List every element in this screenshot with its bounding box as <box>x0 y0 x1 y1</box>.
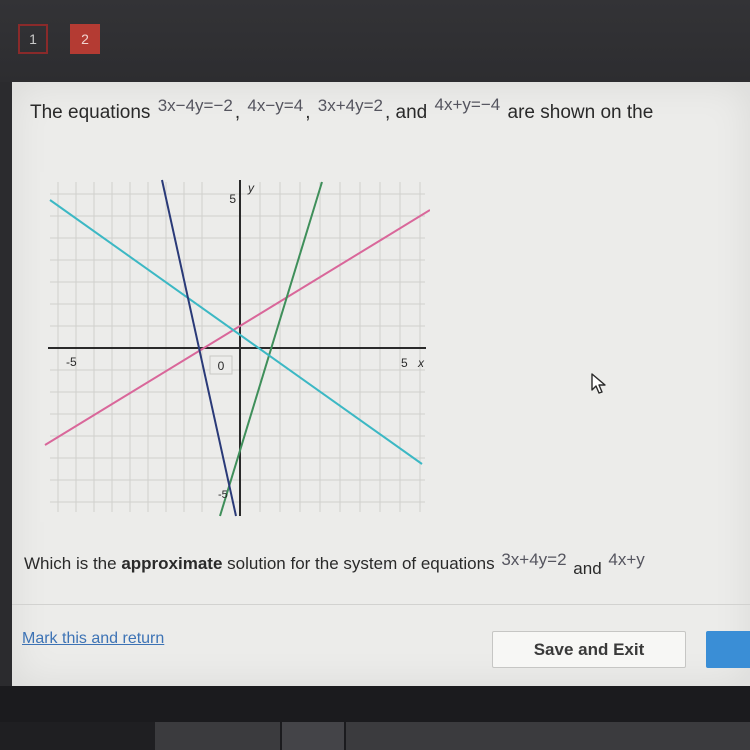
q2-middle: solution for the system of equations <box>227 554 495 573</box>
equation-4: 4x+y=−4 <box>434 95 501 114</box>
tick-x-left: -5 <box>66 355 77 369</box>
mouse-cursor-icon <box>590 373 608 395</box>
separator-1: , <box>234 102 241 123</box>
separator-2: , <box>305 102 311 123</box>
solution-question-text <box>24 550 750 578</box>
and-word: and <box>395 102 428 123</box>
q2-equation-1: 3x+4y=2 <box>501 550 567 569</box>
question-text <box>30 95 750 124</box>
bottom-bar <box>0 686 750 750</box>
equation-3: 3x+4y=2 <box>317 96 383 115</box>
bottom-strip-left <box>0 722 155 750</box>
q2-and-word: and <box>573 559 602 578</box>
tick-y-top: 5 <box>229 192 236 206</box>
q2-bold-word: approximate <box>121 554 223 573</box>
equation-1: 3x−4y=−2 <box>157 96 233 115</box>
next-button[interactable] <box>706 631 750 668</box>
origin-label: 0 <box>217 359 225 373</box>
equation-2: 4x−y=4 <box>247 96 304 115</box>
question-1-button[interactable]: 1 <box>18 24 48 54</box>
question-prefix: The equations <box>30 102 151 123</box>
bottom-strip-2 <box>282 722 344 750</box>
bottom-strip-3 <box>346 722 750 750</box>
question-panel <box>12 82 750 686</box>
save-and-exit-button[interactable]: Save and Exit <box>492 631 686 668</box>
q2-equation-2: 4x+y <box>608 550 645 569</box>
mark-and-return-link[interactable]: Mark this and return <box>22 630 165 647</box>
y-axis-label: y <box>248 181 254 195</box>
question-2-button[interactable]: 2 <box>70 24 100 54</box>
x-axis-label: x <box>418 356 424 370</box>
question-nav-bar <box>0 0 750 82</box>
tick-x-right: 5 <box>401 356 408 370</box>
coordinate-graph <box>40 172 430 522</box>
footer-divider <box>12 604 750 605</box>
bottom-strip-1 <box>155 722 280 750</box>
tick-y-bottom: -5 <box>218 489 228 501</box>
q2-prefix: Which is the <box>24 554 117 573</box>
separator-3: , <box>384 102 391 123</box>
question-suffix: are shown on the <box>507 102 654 123</box>
